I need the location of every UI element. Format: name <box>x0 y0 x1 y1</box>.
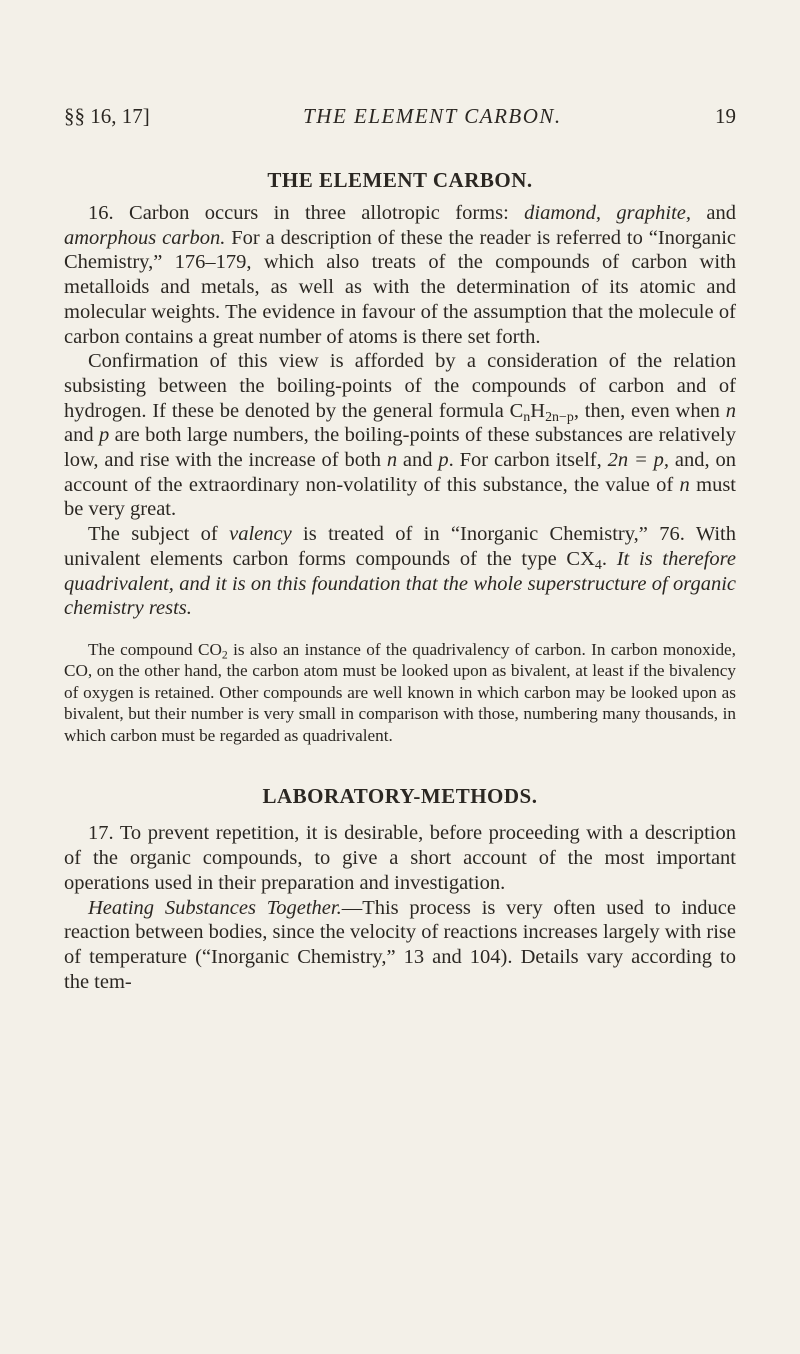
paragraph-16: 16. Carbon occurs in three allotropic forms: diamond, graphite, and amorphous carbon. For a description of these the reader is referred to “Inorganic Chemistry,” 176–179, which also treats of the compounds of carbon with metalloids and metals, as well as with the determination of its atomic and molecular weights. The evidence in favour of the assumption that the molecule of carbon contains a great number of atoms is there set forth. <box>64 202 736 348</box>
paragraph-boiling-points: Confirmation of this view is afforded by a consideration of the relation subsisting between the boiling-points of the compounds of carbon and of hydrogen. If these be denoted by the general formula $C_nH_{2n-p}$, then, even when n and p are both large numbers, the boiling-points of these substances are relatively low, and rise with the increase of both n and p. For carbon itself, 2n = p, and, on account of the extraordinary non-volatility of this substance, the value of n must be very great. <box>64 350 736 521</box>
section-reference: §§ 16, 17] <box>64 104 150 128</box>
paragraph-heating: Heating Substances Together.—This process is very often used to induce reaction between bodies, since the velocity of reactions increases largely with rise of temperature (“Inorganic Chemistry,” 13 and 104). Details vary according to the tem- <box>64 896 736 993</box>
paragraph-small-print: The compound $CO_2$ is also an instance of the quadrivalency of carbon. In carbon monoxide, CO, on the other hand, the carbon atom must be looked upon as bivalent, at least if the bivalency of oxygen is retained. Other compounds are well known in which carbon may be looked upon as bivalent, but their number is very small in comparison with those, numbering many thousands, in which carbon must be regarded as quadrivalent. <box>64 639 736 745</box>
chapter-heading: THE ELEMENT CARBON. <box>267 168 533 192</box>
paragraph-valency: The subject of valency is treated of in “Inorganic Chemistry,” 76. With univalent elements carbon forms compounds of the type $CX_4$. It is therefore quadrivalent, and it is on this foundation that the whole superstructure of organic chemistry rests. <box>64 523 737 620</box>
running-title: THE ELEMENT CARBON. <box>303 104 562 128</box>
paragraph-number: 17. <box>88 822 114 845</box>
page-body <box>64 168 736 994</box>
running-head <box>64 104 736 129</box>
section-heading: LABORATORY-METHODS. <box>262 784 538 809</box>
page-number: 19 <box>714 104 736 128</box>
paragraph-17: 17. To prevent repetition, it is desirable, before proceeding with a description of the organic compounds, to give a short account of the most important operations used in their preparation and investigation. <box>64 822 736 894</box>
paragraph-number: 16. <box>88 202 114 224</box>
